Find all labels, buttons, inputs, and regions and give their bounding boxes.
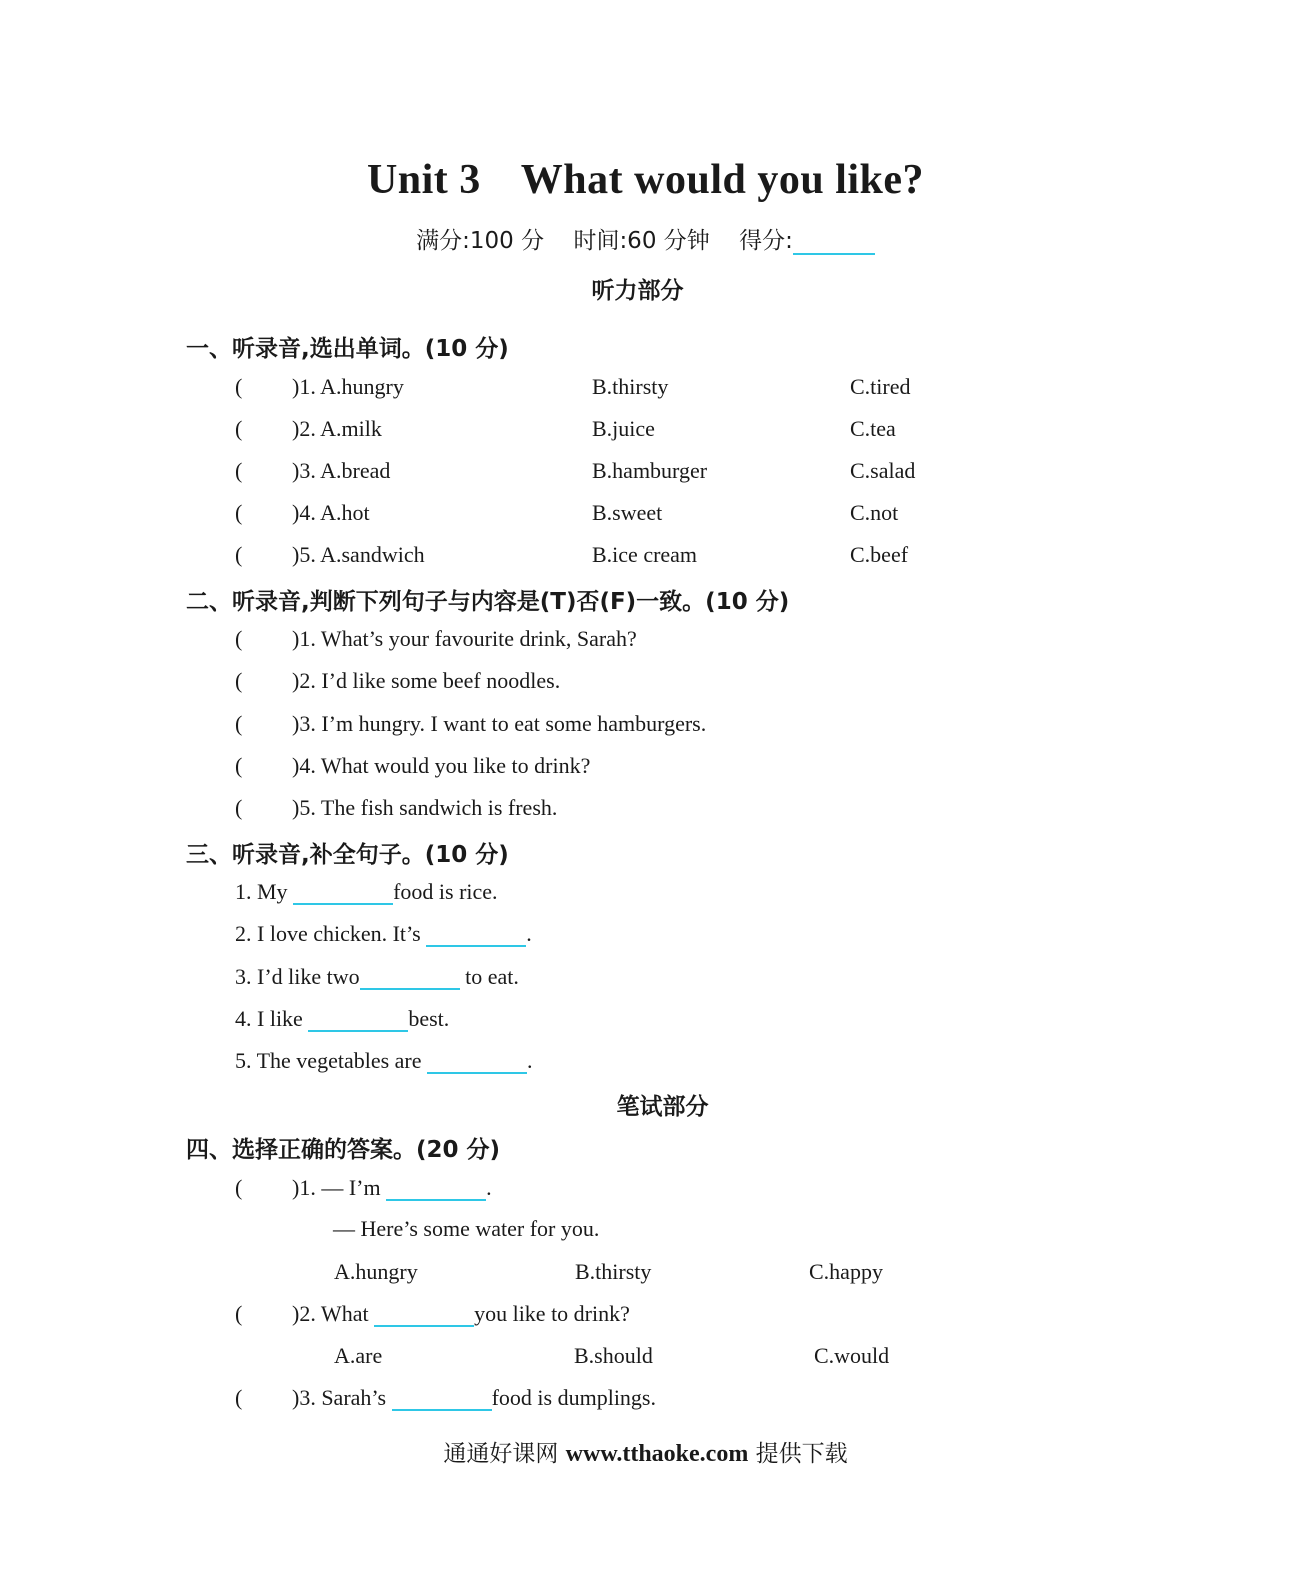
sentence-end: . [527,1048,533,1073]
sentence-end: best. [408,1006,450,1031]
option-c: C.salad [850,458,916,483]
statement: )4. What would you like to drink? [292,753,591,778]
answer-paren[interactable]: ( [235,500,243,525]
question-1 [292,1175,492,1201]
score-blank[interactable] [793,229,875,255]
fill-sentence [235,879,498,905]
fill-sentence [235,1006,449,1032]
answer-paren[interactable]: ( [235,1175,243,1200]
option-c: C.tired [850,374,911,399]
writing-header: 笔试部分 [616,1094,709,1120]
section-2-heading: 二、听录音,判断下列句子与内容是(T)否(F)一致。(10 分) [186,589,790,615]
option-c: C.happy [809,1259,883,1284]
option-b: B.thirsty [592,374,669,399]
exam-meta [0,222,1291,255]
fill-sentence [235,921,532,947]
sentence-start: 4. I like [235,1006,309,1031]
question-start: )1. — I’m [292,1175,387,1200]
answer-blank[interactable] [374,1301,474,1327]
option-b: B.sweet [592,500,663,525]
reply-line: — Here’s some water for you. [333,1216,600,1241]
time-limit: 时间:60 分钟 [573,228,710,254]
answer-paren[interactable]: ( [235,711,243,736]
sentence-start: 1. My [235,879,294,904]
footer-site-link[interactable]: www.tthaoke.com [565,1441,749,1467]
option-c: C.would [814,1343,890,1368]
answer-blank[interactable] [308,1006,408,1032]
option-b: B.ice cream [592,542,698,567]
option-b: B.thirsty [575,1259,652,1284]
answer-blank[interactable] [392,1385,492,1411]
statement: )3. I’m hungry. I want to eat some hamburgers. [292,711,707,736]
answer-paren[interactable]: ( [235,1301,243,1326]
answer-paren[interactable]: ( [235,668,243,693]
footer [0,1435,1291,1468]
option-a: )5. A.sandwich [292,542,425,567]
option-a: )4. A.hot [292,500,370,525]
unit-label: Unit 3 [366,157,481,203]
page-title [0,156,1291,204]
question-start: )2. What [292,1301,375,1326]
option-a: )2. A.milk [292,416,382,441]
option-c: C.tea [850,416,896,441]
title-text: What would you like? [520,157,925,203]
sentence-end: . [526,921,532,946]
section-3-heading: 三、听录音,补全句子。(10 分) [186,842,509,868]
sentence-start: 2. I love chicken. It’s [235,921,427,946]
full-marks: 满分:100 分 [416,228,545,254]
sentence-start: 3. I’d like two [235,964,360,989]
fill-sentence [235,964,519,990]
question-3 [292,1385,656,1411]
answer-blank[interactable] [426,921,526,947]
option-a: )3. A.bread [292,458,391,483]
statement: )2. I’d like some beef noodles. [292,668,561,693]
listening-header: 听力部分 [591,278,684,304]
score-label: 得分: [739,228,793,254]
sentence-start: 5. The vegetables are [235,1048,428,1073]
option-b: B.juice [592,416,655,441]
answer-paren[interactable]: ( [235,1385,243,1410]
footer-prefix: 通通好课网 [443,1441,566,1467]
answer-paren[interactable]: ( [235,626,243,651]
answer-paren[interactable]: ( [235,458,243,483]
answer-blank[interactable] [427,1048,527,1074]
option-a: )1. A.hungry [292,374,404,399]
answer-paren[interactable]: ( [235,542,243,567]
section-1-heading: 一、听录音,选出单词。(10 分) [186,336,509,362]
answer-paren[interactable]: ( [235,753,243,778]
question-end: you like to drink? [474,1301,630,1326]
answer-paren[interactable]: ( [235,795,243,820]
sentence-end: food is rice. [393,879,498,904]
sentence-end: to eat. [459,964,519,989]
answer-paren[interactable]: ( [235,374,243,399]
option-c: C.beef [850,542,909,567]
answer-blank[interactable] [360,964,460,990]
option-b: B.hamburger [592,458,708,483]
question-end: food is dumplings. [491,1385,656,1410]
answer-paren[interactable]: ( [235,416,243,441]
statement: )5. The fish sandwich is fresh. [292,795,558,820]
answer-blank[interactable] [386,1175,486,1201]
option-a: A.are [334,1343,383,1368]
answer-blank[interactable] [293,879,393,905]
question-end: . [486,1175,492,1200]
option-c: C.not [850,500,899,525]
option-a: A.hungry [334,1259,418,1284]
statement: )1. What’s your favourite drink, Sarah? [292,626,637,651]
footer-suffix: 提供下载 [748,1441,848,1467]
question-start: )3. Sarah’s [292,1385,392,1410]
section-4-heading: 四、选择正确的答案。(20 分) [186,1137,501,1163]
option-b: B.should [574,1343,653,1368]
fill-sentence [235,1048,533,1074]
question-2 [292,1301,630,1327]
